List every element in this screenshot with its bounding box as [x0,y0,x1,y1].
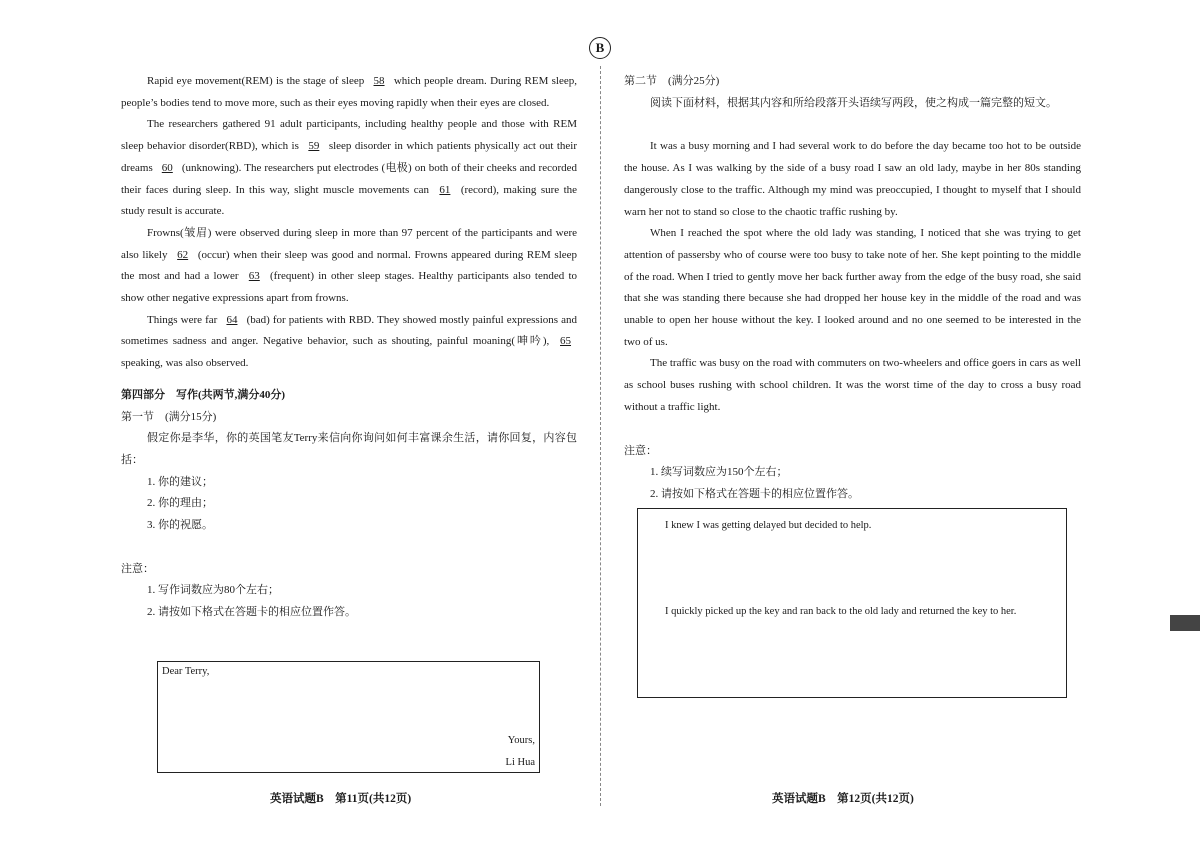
continuation-opening-1: I knew I was getting delayed but decided to help. [665,520,872,531]
requirement-item-2: 2. 你的理由； [147,497,213,510]
blank-58: 58 [373,75,385,87]
note-item-right-1: 1. 续写词数应为150个左右； [650,466,788,479]
note-item-2: 2. 请按如下格式在答题卡的相应位置作答。 [147,606,356,619]
letter-signature: Li Hua [505,757,535,768]
blank-59: 59 [308,140,320,153]
note-item-1: 1. 写作词数应为80个左右； [147,584,279,597]
passage-paragraph-3: Frowns(皱眉) were observed during sleep in more than 97 percent of the participants and were also likely 62 (occur) when their sleep was good and normal. Frowns appeared during REM sleep the most and had a lower 63 (frequent) in other sleep stages. Healthy participants also tended to show other negative expressions apart from frowns. [121,226,578,305]
page-footer-right: 英语试题B 第12页(共12页) [772,793,914,805]
scan-edge-marker [1170,615,1200,631]
blank-65: 65 [560,335,572,348]
requirement-item-1: 1. 你的建议； [147,475,213,488]
blank-62: 62 [177,248,189,261]
section1-prompt: 假定你是李华，你的英国笔友Terry来信向你询问如何丰富课余生活，请你回复，内容包括： [121,432,577,466]
requirement-item-3: 3. 你的祝愿。 [147,519,213,532]
part4-heading: 第四部分 写作(共两节,满分40分) [121,388,286,401]
left-column [121,71,577,624]
right-column [624,71,1081,506]
story-paragraph-3: The traffic was busy on the road with commuters on two-wheelers and office goers in cars as well as school buses rushing with school children. It was the worst time of the day to cross a busy road without a traffic light. [624,357,1081,413]
section2-prompt: 阅读下面材料，根据其内容和所给段落开头语续写两段，使之构成一篇完整的短文。 [650,96,1057,109]
section1-heading: 第一节 (满分15分) [121,410,217,423]
section2-heading: 第二节 (满分25分) [624,75,720,87]
letter-answer-box [157,661,540,773]
letter-closing: Yours, [507,735,535,746]
story-paragraph-2: When I reached the spot where the old lady was standing, I noticed that she was trying to get attention of passersby who of course were too busy to take note of her. She kept pointing to the middle of the road. When I tried to gently move her back further away from the edge of the busy road, she said that she was standing there because she had dropped her house key in the middle of the road and was unable to open her house without the key. I looked around and no one seemed to be interested in the two of us. [624,227,1081,348]
blank-61: 61 [439,183,451,196]
paper-version-badge: B [589,37,611,59]
passage-paragraph-4: Things were far 64 (bad) for patients with RBD. They showed mostly painful expressions and sometimes sadness and anger. Negative behavior, such as shouting, painful moaning(呻吟), 65 speaking, was also observed. [121,313,578,370]
continuation-answer-box [637,508,1067,698]
blank-64: 64 [226,313,238,326]
note-label-right: 注意： [624,444,657,457]
note-label: 注意： [121,562,154,575]
story-paragraph-1: It was a busy morning and I had several work to do before the day became too hot to be outside the house. As I was walking by the side of a busy road I saw an old lady, maybe in her 80s standing dangerously close to the traffic. Although my mind was preoccupied, I thought to myself that I should warn her not to stand so close to the chaotic traffic rushing by. [624,140,1081,218]
passage-paragraph-1: Rapid eye movement(REM) is the stage of sleep 58 which people dream. During REM sleep, people’s bodies tend to move more, such as their eyes moving rapidly when their eyes are closed. [121,75,578,109]
page-footer-left: 英语试题B 第11页(共12页) [270,793,412,805]
passage-paragraph-2: The researchers gathered 91 adult participants, including healthy people and those with REM sleep behavior disorder(RBD), which is 59 sleep disorder in which patients physically act out their dreams 60 (unknowing). The researchers put electrodes (电极) on both of their cheeks and recorded their faces during sleep. In this way, slight muscle movements can 61 (record), making sure the study result is accurate. [121,118,578,218]
blank-63: 63 [248,270,260,283]
letter-greeting: Dear Terry, [162,666,210,677]
column-divider [600,66,601,806]
blank-60: 60 [161,161,173,174]
continuation-opening-2: I quickly picked up the key and ran back to the old lady and returned the key to her. [665,606,1017,617]
note-item-right-2: 2. 请按如下格式在答题卡的相应位置作答。 [650,487,859,500]
